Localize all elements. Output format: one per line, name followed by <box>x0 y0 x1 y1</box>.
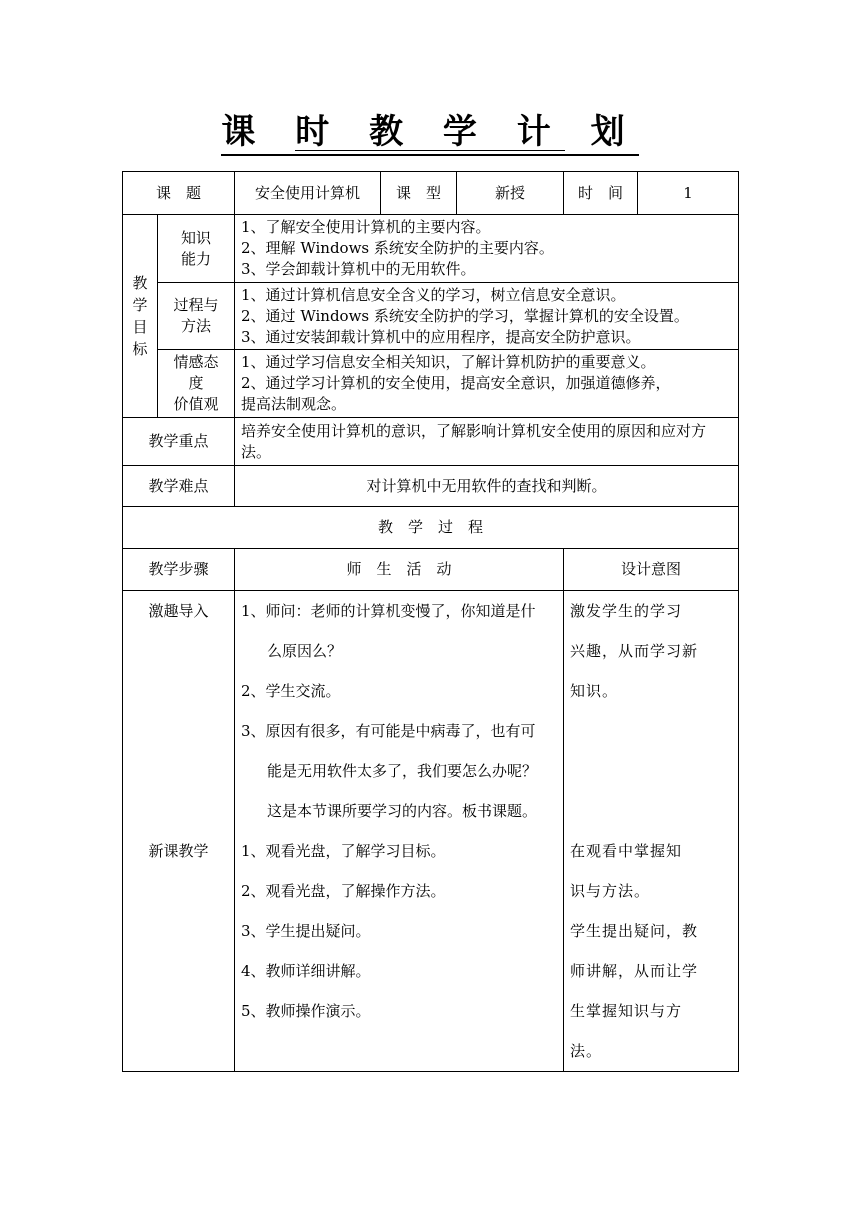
key-points-label: 教学重点 <box>123 418 235 466</box>
process-heading: 教 学 过 程 <box>123 507 739 549</box>
objective-items: 1、了解安全使用计算机的主要内容。 2、理解 Windows 系统安全防护的主要内容。 3、学会卸载计算机中的无用软件。 <box>235 215 739 283</box>
objective-row-attitude <box>123 350 739 418</box>
activity-line: 这是本节课所要学习的内容。板书课题。 <box>267 802 538 820</box>
objective-items: 1、通过计算机信息安全含义的学习，树立信息安全意识。 2、通过 Windows 系统安全防护的学习，掌握计算机的安全设置。 3、通过安装卸载计算机中的应用程序，提高安全防护意识。 <box>235 283 739 350</box>
topic-value: 安全使用计算机 <box>235 172 381 215</box>
intent-line: 生掌握知识与方 <box>570 1002 683 1020</box>
steps-column-header: 教学步骤 <box>123 549 235 591</box>
activity-line: 3、学生提出疑问。 <box>241 922 371 940</box>
title-underline <box>295 150 565 151</box>
difficulties-label: 教学难点 <box>123 466 235 507</box>
objective-row-knowledge <box>123 215 739 283</box>
objective-group-label: 知识 能力 <box>158 215 235 283</box>
page-title: 课 时 教 学 计 划 <box>0 104 860 153</box>
objectives-label: 教 学 目 标 <box>123 215 158 418</box>
column-header-row <box>123 549 739 591</box>
intent-line: 在观看中掌握知 <box>570 842 683 860</box>
activity-line: 能是无用软件太多了，我们要怎么办呢？ <box>267 762 538 780</box>
intent-line: 法。 <box>570 1042 603 1060</box>
intent-column-header: 设计意图 <box>564 549 739 591</box>
key-points-text: 培养安全使用计算机的意识，了解影响计算机安全使用的原因和应对方法。 <box>235 418 739 466</box>
activity-line: 5、教师操作演示。 <box>241 1002 371 1020</box>
activity-line: 么原因么？ <box>267 642 343 660</box>
step-name: 激趣导入 <box>148 602 209 620</box>
objective-items: 1、通过学习信息安全相关知识，了解计算机防护的重要意义。 2、通过学习计算机的安全使用，提高安全意识，加强道德修养， 提高法制观念。 <box>235 350 739 418</box>
intent-line: 知识。 <box>570 682 619 700</box>
difficulties-text: 对计算机中无用软件的查找和判断。 <box>235 466 739 507</box>
difficulties-row <box>123 466 739 507</box>
time-value: 1 <box>638 172 739 215</box>
activity-line: 3、原因有很多，有可能是中病毒了，也有可 <box>241 722 536 740</box>
activities-cell <box>235 591 564 1072</box>
activity-line: 2、学生交流。 <box>241 682 341 700</box>
intent-cell <box>564 591 739 1072</box>
activity-line: 2、观看光盘，了解操作方法。 <box>241 882 446 900</box>
steps-cell <box>123 591 235 1072</box>
intent-line: 激发学生的学习 <box>570 602 683 620</box>
topic-label: 课 题 <box>123 172 235 215</box>
type-value: 新授 <box>457 172 564 215</box>
objective-group-label: 过程与 方法 <box>158 283 235 350</box>
objective-row-process <box>123 283 739 350</box>
lesson-plan-table <box>122 171 739 1072</box>
type-label: 课 型 <box>381 172 457 215</box>
activity-line: 1、观看光盘，了解学习目标。 <box>241 842 446 860</box>
objective-group-label: 情感态 度 价值观 <box>158 350 235 418</box>
intent-line: 学生提出疑问，教 <box>570 922 699 940</box>
step-name: 新课教学 <box>148 842 209 860</box>
intent-line: 师讲解，从而让学 <box>570 962 699 980</box>
activities-column-header: 师 生 活 动 <box>235 549 564 591</box>
activity-line: 1、师问：老师的计算机变慢了，你知道是什 <box>241 602 536 620</box>
activity-line: 4、教师详细讲解。 <box>241 962 371 980</box>
intent-line: 兴趣，从而学习新 <box>570 642 699 660</box>
process-heading-row <box>123 507 739 549</box>
header-row <box>123 172 739 215</box>
key-points-row <box>123 418 739 466</box>
time-label: 时 间 <box>564 172 638 215</box>
process-body-row <box>123 591 739 1072</box>
intent-line: 识与方法。 <box>570 882 651 900</box>
